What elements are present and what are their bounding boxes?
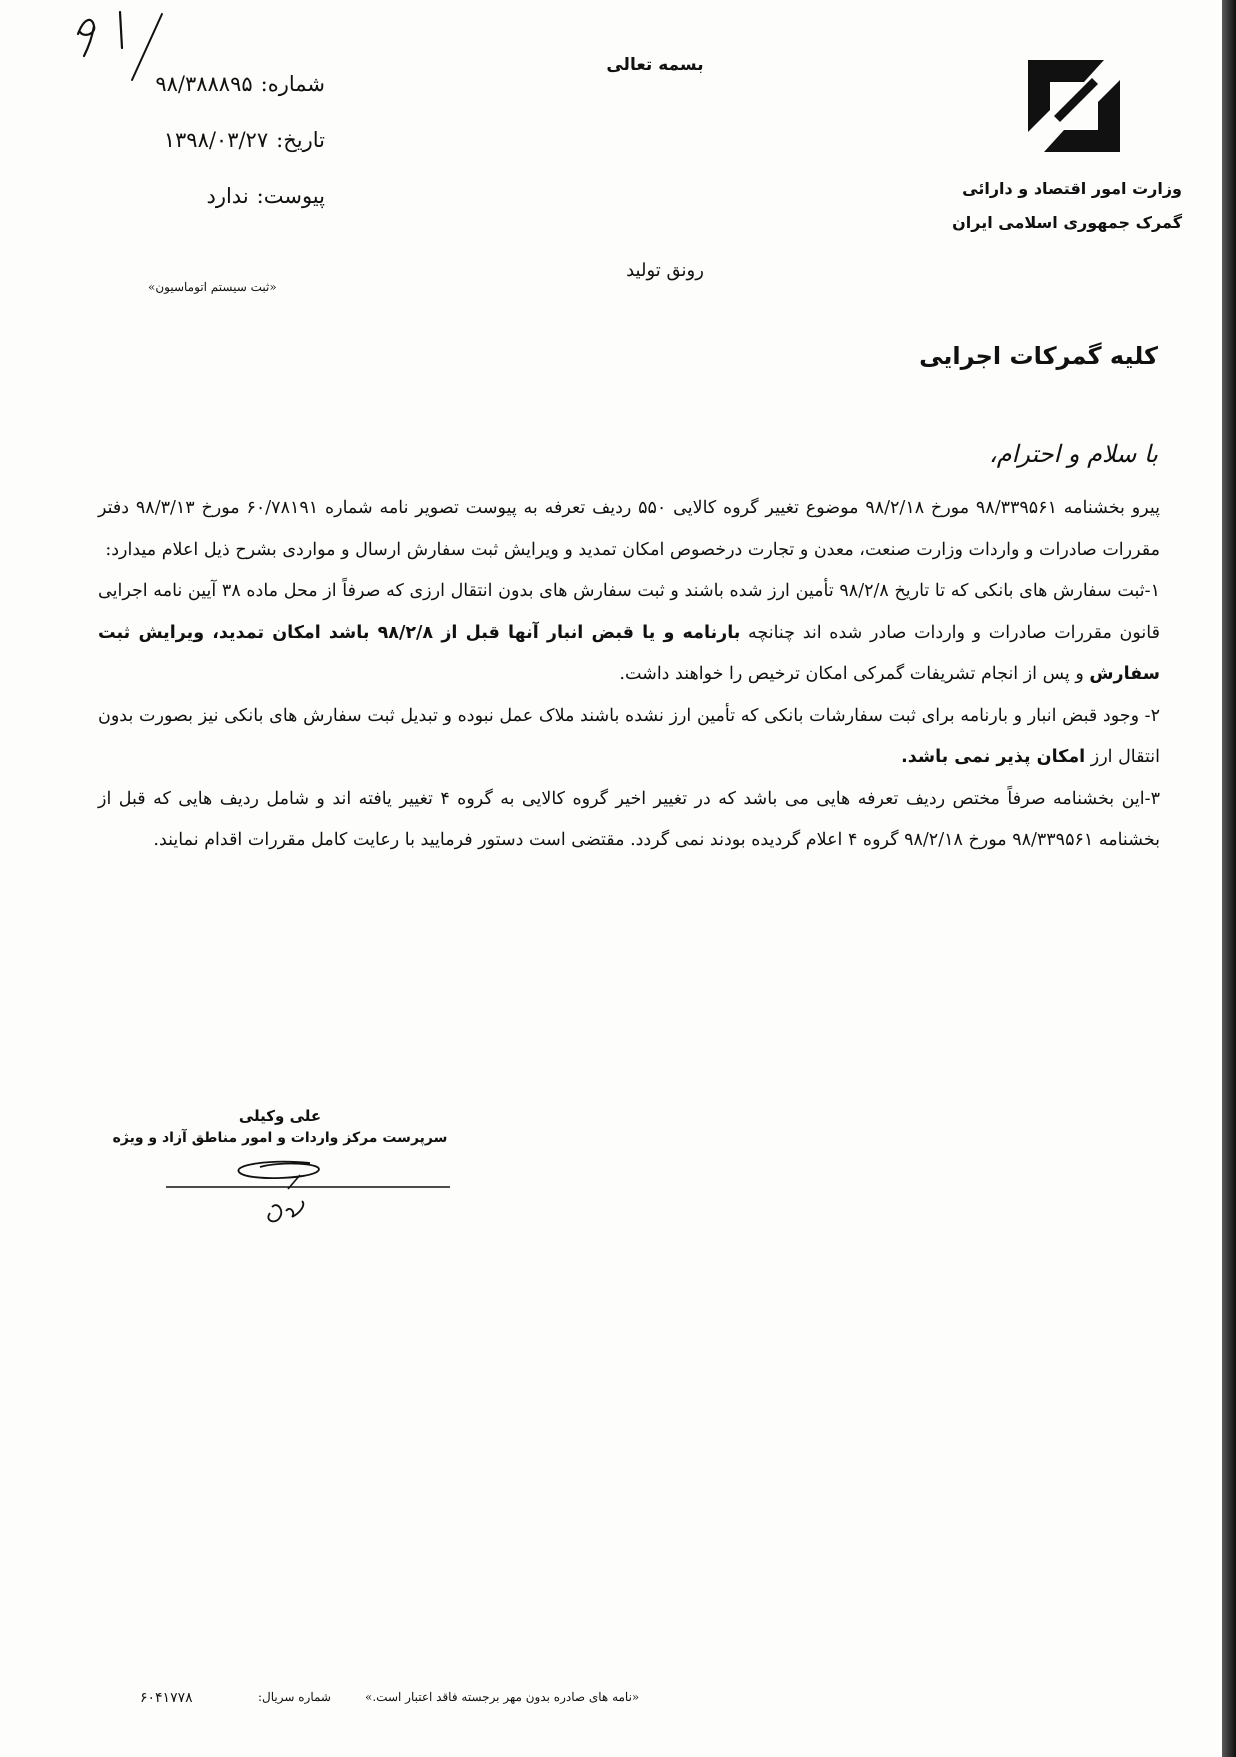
letter-number-row [95, 62, 325, 118]
serial-number-label: شماره سریال: [258, 1690, 331, 1704]
organization-block [920, 172, 1182, 240]
letter-body [98, 488, 1160, 862]
basmala: بسمه تعالی [606, 55, 704, 75]
cc-line: رونق تولید [626, 260, 704, 281]
customs-logo-icon [1018, 52, 1130, 160]
item-1-text-a: ۱-ثبت سفارش های بانکی که تا تاریخ ۹۸/۲/۸ تأمین ارز شده باشند و ثبت سفارش های بدون انتقال ارزی که صرفاً از محل ماده ۳۸ آیین نامه اجرایی قانون مقررات صادرات و واردات صادر شده اند چنانچه [98, 581, 1161, 643]
item-1-text-c: و پس از انجام تشریفات گمرکی امکان ترخیص را خواهند داشت. [619, 664, 1084, 684]
item-2-text-a: ۲- وجود قبض انبار و بارنامه برای ثبت سفارشات بانکی که تأمین ارز نشده باشند ملاک عمل نبوده و تبدیل ثبت سفارش های بانکی نیز بصورت بدون انتقال ارز [98, 705, 1160, 767]
attachment-value: ندارد [206, 184, 249, 208]
body-item-2 [98, 696, 1160, 779]
page-footer [140, 1690, 700, 1720]
body-item-1 [98, 571, 1160, 696]
letter-date-value: ۱۳۹۸/۰۳/۲۷ [163, 128, 269, 152]
attachment-label: پیوست: [256, 184, 325, 208]
automation-note: «ثبت سیستم اتوماسیون» [148, 280, 277, 294]
letter-number-label: شماره: [260, 72, 325, 96]
letter-date-label: تاریخ: [276, 128, 325, 152]
validity-note: «نامه های صادره بدون مهر برجسته فاقد اعتبار است.» [365, 1690, 640, 1704]
letter-date-row [95, 118, 325, 174]
serial-number-value: ۶۰۴۱۷۷۸ [140, 1690, 193, 1706]
body-item-3: ۳-این بخشنامه صرفاً مختص ردیف تعرفه هایی می باشد که در تغییر اخیر گروه کالایی به گروه ۴ تغییر یافته اند و شامل ردیف هایی که قبل از بخشنامه ۹۸/۳۳۹۵۶۱ مورخ ۹۸/۲/۱۸ گروه ۴ اعلام گردیده بودند نمی گردد. مقتضی است دستور فرمایید با رعایت کامل مقررات اقدام نمایند. [98, 788, 1160, 850]
signatory-title: سرپرست مرکز واردات و امور مناطق آزاد و ویژه [112, 1130, 448, 1146]
letter-number-value: ۹۸/۳۸۸۸۹۵ [155, 72, 253, 96]
handwritten-signature [160, 1155, 450, 1235]
ministry-name: وزارت امور اقتصاد و دارائی [962, 179, 1182, 198]
item-2-text-bold: امکان پذیر نمی باشد. [901, 747, 1086, 767]
signatory-name: علی وکیلی [238, 1107, 322, 1125]
body-intro: پیرو بخشنامه ۹۸/۳۳۹۵۶۱ مورخ ۹۸/۲/۱۸ موضوع تغییر گروه کالایی ۵۵۰ ردیف تعرفه به پیوست تصویر نامه شماره ۶۰/۷۸۱۹۱ مورخ ۹۸/۳/۱۳ دفتر مقررات صادرات و واردات وزارت صنعت، معدن و تجارت درخصوص امکان تمدید و ویرایش ثبت سفارش ارسال و مواردی بشرح ذیل اعلام میدارد: [98, 498, 1160, 560]
signature-block [110, 1105, 450, 1149]
customs-name: گمرک جمهوری اسلامی ایران [952, 213, 1182, 232]
letter-meta [95, 62, 325, 230]
item-1-text-bold: بارنامه و یا قبض انبار آنها قبل از ۹۸/۲/۸ باشد امکان تمدید، ویرایش ثبت سفارش [98, 622, 1160, 684]
scan-border [1222, 0, 1236, 1757]
recipient: کلیه گمرکات اجرایی [919, 342, 1158, 370]
greeting: با سلام و احترام، [988, 440, 1158, 468]
attachment-row [95, 174, 325, 230]
